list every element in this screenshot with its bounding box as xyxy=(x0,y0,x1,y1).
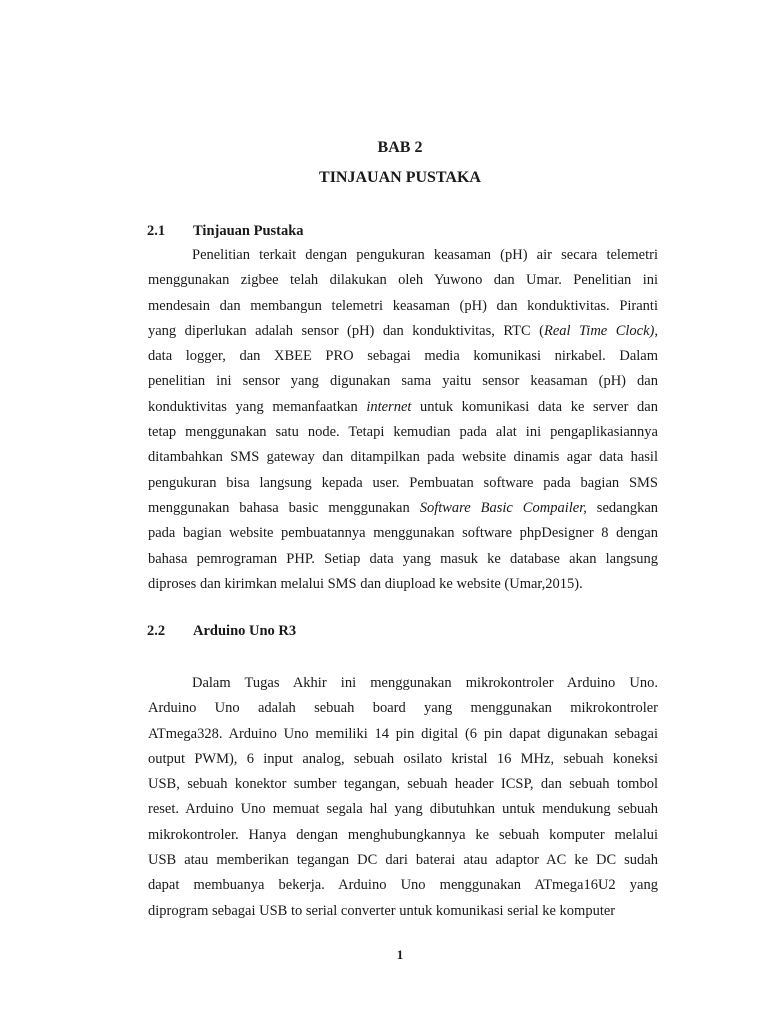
text-run: ditambahkan SMS gateway dan ditampilkan pada website dinamis agar data hasil xyxy=(148,449,658,466)
text-run: mendesain dan membangun telemetri keasaman (pH) dan konduktivitas. Piranti xyxy=(148,297,658,314)
text-run: Dalam Tugas Akhir ini menggunakan mikrokontroler Arduino Uno. xyxy=(192,675,658,691)
italic-text: Real Time Clock) xyxy=(543,322,655,339)
chapter-number: BAB 2 xyxy=(377,139,423,156)
text-run: pengukuran bisa langsung kepada user. Pembuatan software pada bagian SMS xyxy=(148,474,658,491)
text-run: , xyxy=(654,322,658,339)
section-heading-2-1 xyxy=(147,222,304,240)
text-line xyxy=(148,297,658,322)
text-run: USB atau memberikan tegangan DC dari baterai atau adaptor AC ke DC sudah xyxy=(148,852,658,869)
section-number: 2.1 xyxy=(147,223,166,239)
text-run: sedangkan xyxy=(586,499,659,516)
text-run: USB, sebuah konektor sumber tegangan, sebuah header ICSP, dan sebuah tombol xyxy=(148,776,658,793)
text-run: untuk komunikasi data ke server dan xyxy=(411,398,658,415)
text-line xyxy=(148,524,658,549)
text-line xyxy=(148,775,658,800)
text-run: menggunakan zigbee telah dilakukan oleh Yuwono dan Umar. Penelitian ini xyxy=(148,272,658,289)
section-number: 2.2 xyxy=(147,623,166,639)
text-run: penelitian ini sensor yang digunakan sama yaitu sensor keasaman (pH) dan xyxy=(148,373,658,390)
text-run: mikrokontroler. Hanya dengan menghubungkannya ke sebuah komputer melalui xyxy=(148,826,658,843)
text-run: data logger, dan XBEE PRO sebagai media komunikasi nirkabel. Dalam xyxy=(148,348,658,365)
text-line xyxy=(148,398,658,423)
section-heading-2-2 xyxy=(147,622,296,640)
section-2-1-body xyxy=(148,246,658,600)
text-line xyxy=(148,347,658,372)
text-run: bahasa pemrograman PHP. Setiap data yang masuk ke database akan langsung xyxy=(148,550,658,567)
text-run: output PWM), 6 input analog, sebuah osilato kristal 16 MHz, sebuah koneksi xyxy=(148,750,658,767)
text-run: tetap menggunakan satu node. Tetapi kemudian pada alat ini pengaplikasiannya xyxy=(148,424,658,441)
text-run: diproses dan kirimkan melalui SMS dan diupload ke website (Umar,2015). xyxy=(148,575,583,592)
italic-text: internet xyxy=(366,398,412,415)
text-line xyxy=(148,448,658,473)
text-line xyxy=(148,575,658,600)
section-2-2-body xyxy=(148,674,658,927)
text-line xyxy=(148,725,658,750)
text-line xyxy=(148,322,658,347)
text-run: Penelitian terkait dengan pengukuran keasaman (pH) air secara telemetri xyxy=(192,247,658,263)
text-line xyxy=(148,800,658,825)
text-line xyxy=(148,750,658,775)
text-run: pada bagian website pembuatannya menggunakan software phpDesigner 8 dengan xyxy=(148,525,658,542)
chapter-title: TINJAUAN PUSTAKA xyxy=(319,169,481,186)
text-line xyxy=(148,851,658,876)
text-line xyxy=(148,474,658,499)
text-run: dapat membuanya bekerja. Arduino Uno menggunakan ATmega16U2 yang xyxy=(148,877,658,894)
text-run: yang diperlukan adalah sensor (pH) dan konduktivitas, RTC ( xyxy=(148,322,544,339)
italic-text: Software Basic Compailer, xyxy=(419,499,587,516)
text-line xyxy=(148,902,658,927)
text-line xyxy=(148,550,658,575)
text-line xyxy=(148,271,658,296)
text-run: reset. Arduino Uno memuat segala hal yang dibutuhkan untuk mendukung sebuah xyxy=(148,801,658,818)
text-run: konduktivitas yang memanfaatkan xyxy=(148,398,367,415)
section-title: Tinjauan Pustaka xyxy=(193,223,304,239)
page-number: 1 xyxy=(396,947,404,962)
text-line xyxy=(148,699,658,724)
text-line xyxy=(148,499,658,524)
text-line xyxy=(148,674,658,699)
section-title: Arduino Uno R3 xyxy=(193,623,297,639)
text-line xyxy=(148,826,658,851)
text-run: ATmega328. Arduino Uno memiliki 14 pin digital (6 pin dapat digunakan sebagai xyxy=(148,725,658,742)
text-run: Arduino Uno adalah sebuah board yang menggunakan mikrokontroler xyxy=(148,700,658,717)
text-line xyxy=(148,876,658,901)
text-line xyxy=(148,372,658,397)
text-line xyxy=(148,246,658,271)
text-run: diprogram sebagai USB to serial converter untuk komunikasi serial ke komputer xyxy=(148,902,616,919)
text-line xyxy=(148,423,658,448)
text-run: menggunakan bahasa basic menggunakan xyxy=(148,499,420,516)
